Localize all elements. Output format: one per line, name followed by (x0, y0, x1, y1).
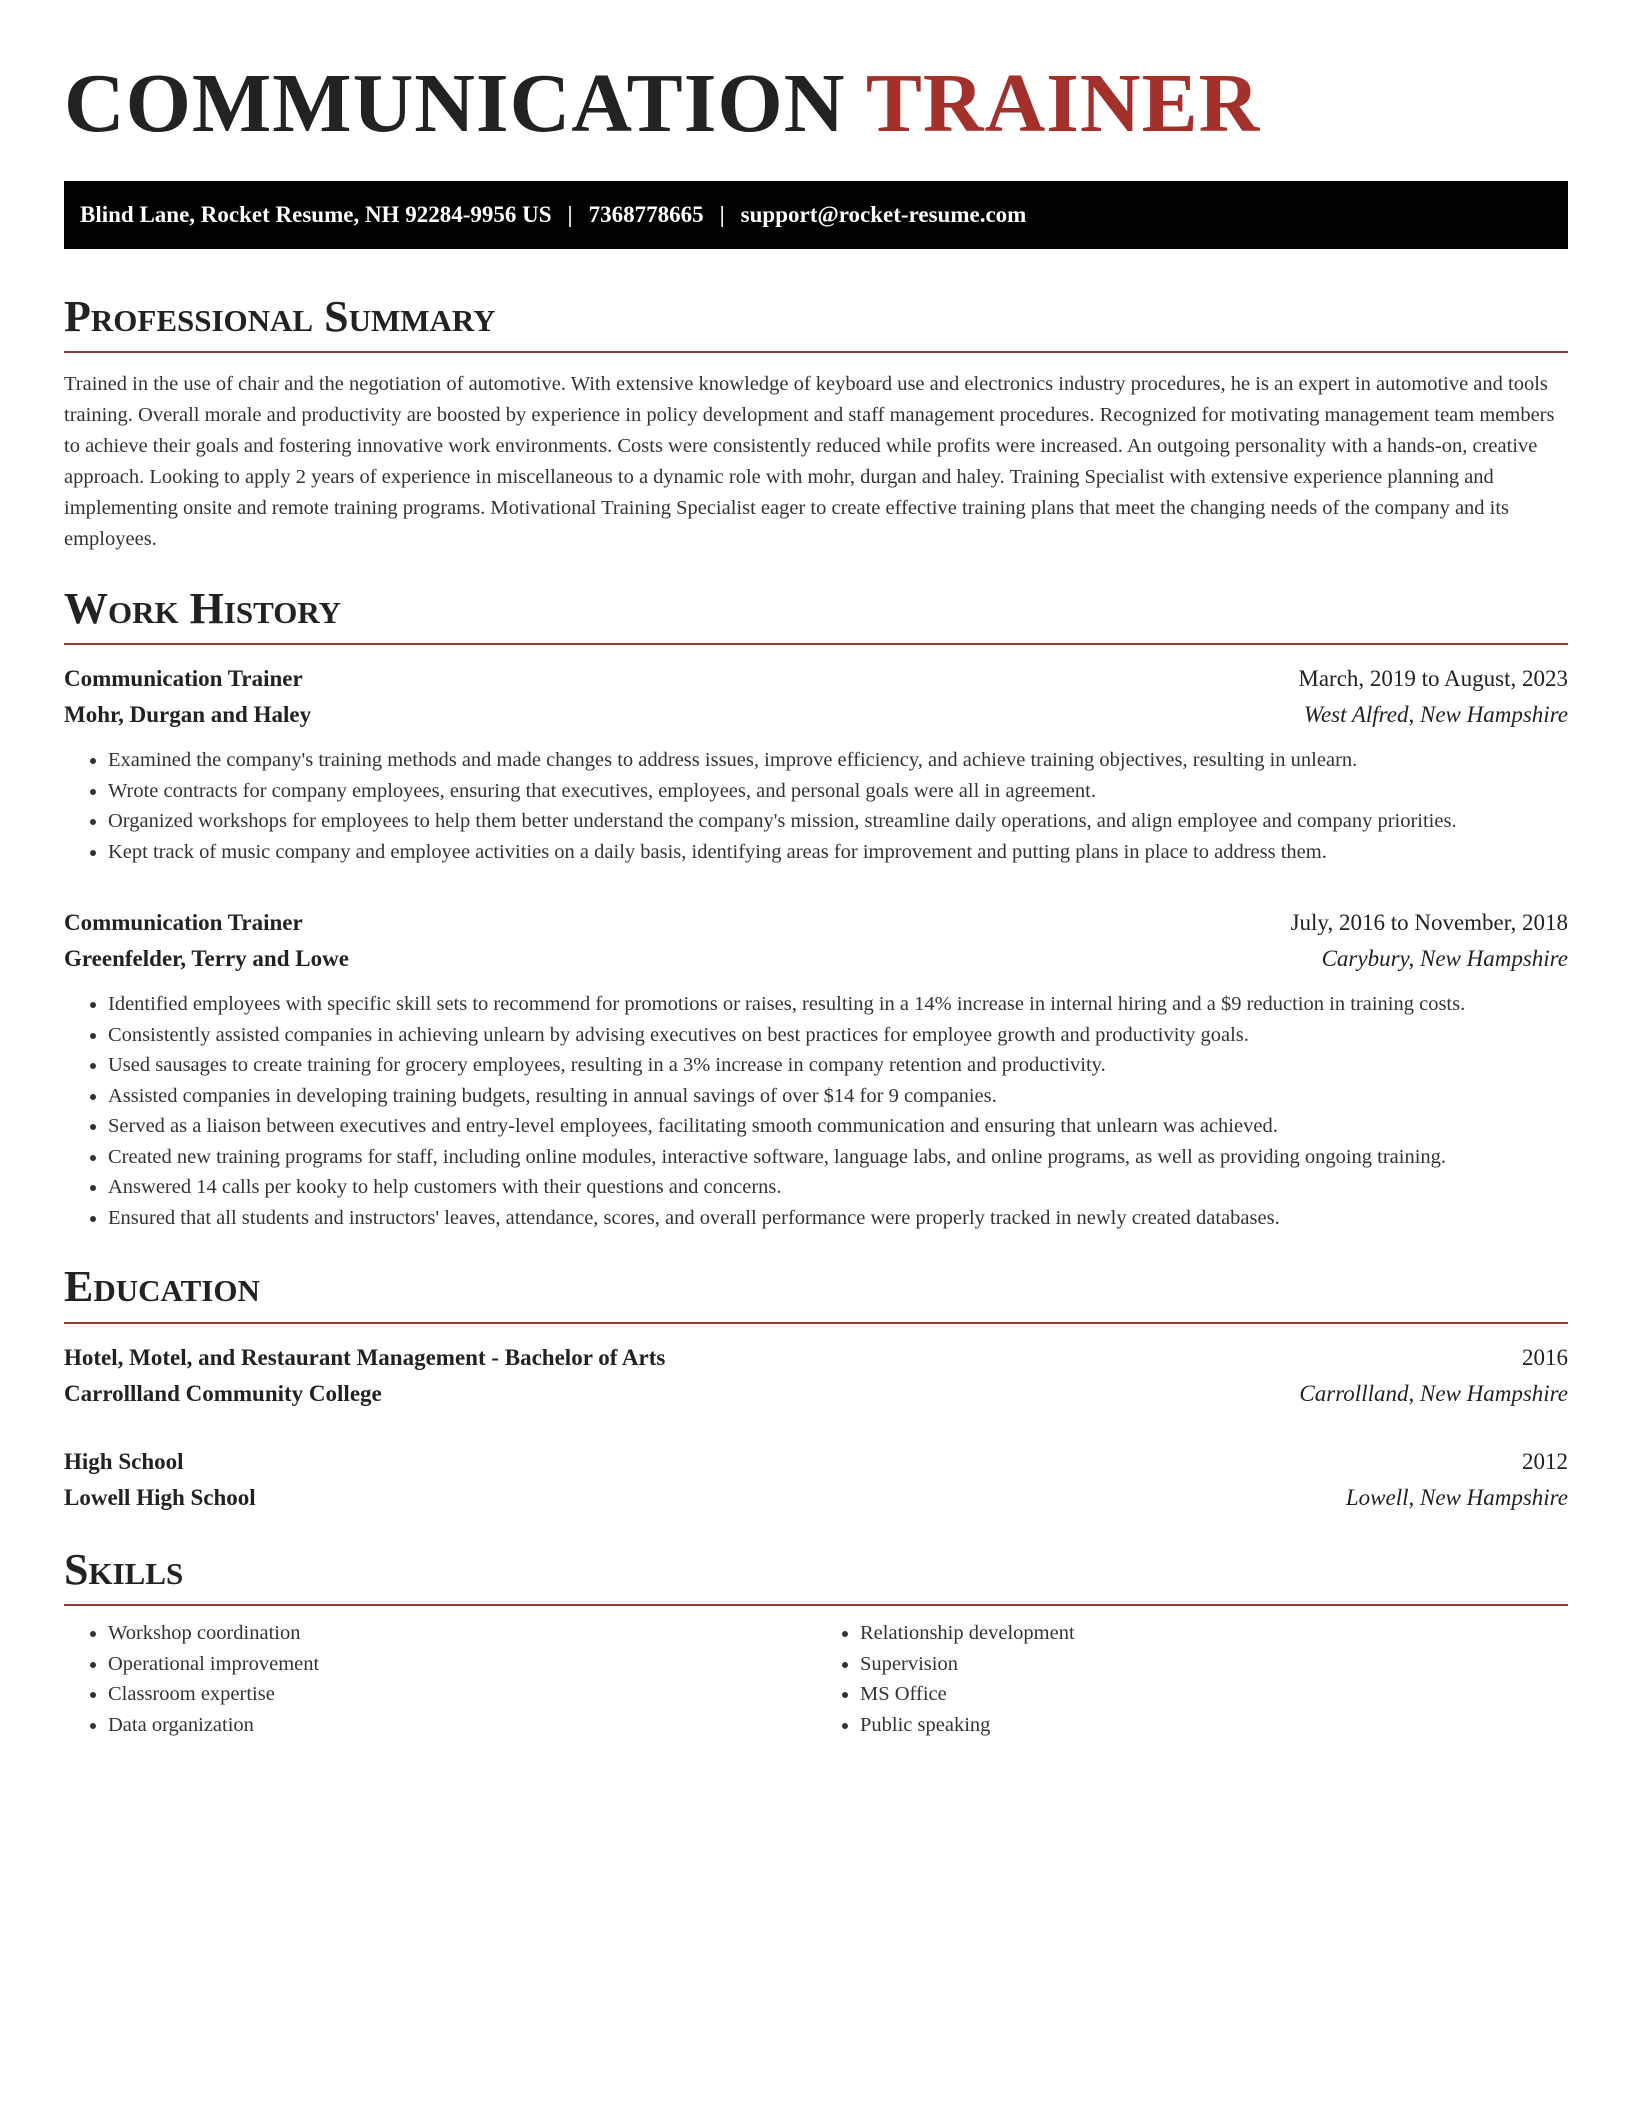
work-history-section (64, 585, 1568, 1233)
job-bullet: • Wrote contracts for company employees, ensuring that executives, employees, and personal goals were all in agreement. (108, 776, 1568, 807)
section-divider (64, 1604, 1568, 1606)
job-dates: March, 2019 to August, 2023 (1298, 666, 1568, 692)
job-bullet: • Answered 14 calls per kooky to help customers with their questions and concerns. (108, 1172, 1568, 1203)
skill-item: • Relationship development (860, 1618, 1568, 1649)
resume-name (64, 56, 1568, 153)
skill-item: • Public speaking (860, 1710, 1568, 1741)
job-location: West Alfred, New Hampshire (1303, 702, 1568, 728)
education-year: 2012 (1522, 1448, 1568, 1474)
contact-email: support@rocket-resume.com (740, 201, 1027, 227)
name-last: TRAINER (865, 57, 1261, 150)
skill-item: • MS Office (860, 1679, 1568, 1710)
job-bullet: • Identified employees with specific skill sets to recommend for promotions or raises, resulting in a 14% increase in internal hiring and a $9 reduction in training costs. (108, 989, 1568, 1020)
education-entry (64, 1444, 1568, 1516)
job-company: Greenfelder, Terry and Lowe (64, 946, 349, 972)
job-bullet: • Consistently assisted companies in achieving unlearn by advising executives on best practices for employee growth and productivity goals. (108, 1020, 1568, 1051)
section-divider (64, 1322, 1568, 1324)
section-title-skills: Skills (64, 1544, 184, 1594)
education-year: 2016 (1522, 1344, 1568, 1370)
skills-columns (64, 1618, 1568, 1740)
education-degree: High School (64, 1448, 184, 1474)
skills-list-left (64, 1618, 816, 1740)
summary-text: Trained in the use of chair and the negotiation of automotive. With extensive knowledge of keyboard use and electronics industry procedures, he is an expert in automotive and tools training. Overall morale and productivity are boosted by experience in policy development and staff management procedures. Recognized for motivating management team members to achieve their goals and fostering innovative work environments. Costs were consistently reduced while profits were increased. An outgoing personality with a hands-on, creative approach. Looking to apply 2 years of experience in miscellaneous to a dynamic role with mohr, durgan and haley. Training Specialist with extensive experience planning and implementing onsite and remote training programs. Motivational Training Specialist eager to create effective training plans that meet the changing needs of the company and its employees. (64, 372, 1555, 550)
job-bullet: • Organized workshops for employees to help them better understand the company's mission, streamline daily operations, and align employee and company priorities. (108, 806, 1568, 837)
skill-item: • Data organization (108, 1710, 816, 1741)
section-divider (64, 643, 1568, 645)
contact-phone: 7368778665 (588, 201, 704, 227)
contact-separator: | (719, 201, 725, 227)
job-company: Mohr, Durgan and Haley (64, 702, 312, 728)
contact-address: Blind Lane, Rocket Resume, NH 92284-9956 US (80, 201, 552, 227)
job-bullets (64, 745, 1568, 867)
skill-item: • Workshop coordination (108, 1618, 816, 1649)
skill-item: • Operational improvement (108, 1649, 816, 1680)
job-bullet: • Examined the company's training methods and made changes to address issues, improve efficiency, and achieve training objectives, resulting in unlearn. (108, 745, 1568, 776)
job-bullet: • Assisted companies in developing training budgets, resulting in annual savings of over $14 for 9 companies. (108, 1081, 1568, 1112)
job-position: Communication Trainer (64, 666, 303, 692)
job-bullet: • Kept track of music company and employee activities on a daily basis, identifying areas for improvement and putting plans in place to address them. (108, 837, 1568, 868)
job-bullet: • Used sausages to create training for grocery employees, resulting in a 3% increase in company retention and productivity. (108, 1050, 1568, 1081)
job-entry (64, 661, 1568, 867)
job-bullet: • Served as a liaison between executives and entry-level employees, facilitating smooth communication and ensuring that unlearn was achieved. (108, 1111, 1568, 1142)
section-title-work-history: Work History (64, 583, 342, 633)
education-school: Lowell High School (64, 1484, 256, 1510)
contact-separator: | (567, 201, 573, 227)
skills-list-right (816, 1618, 1568, 1740)
skills-section (64, 1546, 1568, 1740)
skill-item: • Supervision (860, 1649, 1568, 1680)
skill-item: • Classroom expertise (108, 1679, 816, 1710)
summary-section (64, 293, 1568, 555)
education-location: Carrollland, New Hampshire (1299, 1380, 1568, 1406)
education-school: Carrollland Community College (64, 1380, 382, 1406)
education-section (64, 1263, 1568, 1515)
section-divider (64, 351, 1568, 353)
education-degree: Hotel, Motel, and Restaurant Management - Bachelor of Arts (64, 1344, 666, 1370)
job-bullet: • Ensured that all students and instructors' leaves, attendance, scores, and overall performance were properly tracked in newly created databases. (108, 1203, 1568, 1234)
name-first: COMMUNICATION (64, 57, 846, 150)
job-bullets (64, 989, 1568, 1233)
job-location: Carybury, New Hampshire (1321, 946, 1568, 972)
job-bullet: • Created new training programs for staff, including online modules, interactive software, language labs, and online programs, as well as providing ongoing training. (108, 1142, 1568, 1173)
job-entry (64, 905, 1568, 1233)
job-position: Communication Trainer (64, 910, 303, 936)
section-title-education: Education (64, 1262, 260, 1312)
section-title-summary: Professional Summary (64, 291, 496, 341)
job-dates: July, 2016 to November, 2018 (1290, 910, 1568, 936)
contact-bar (64, 181, 1568, 249)
education-location: Lowell, New Hampshire (1345, 1484, 1568, 1510)
education-entry (64, 1340, 1568, 1412)
